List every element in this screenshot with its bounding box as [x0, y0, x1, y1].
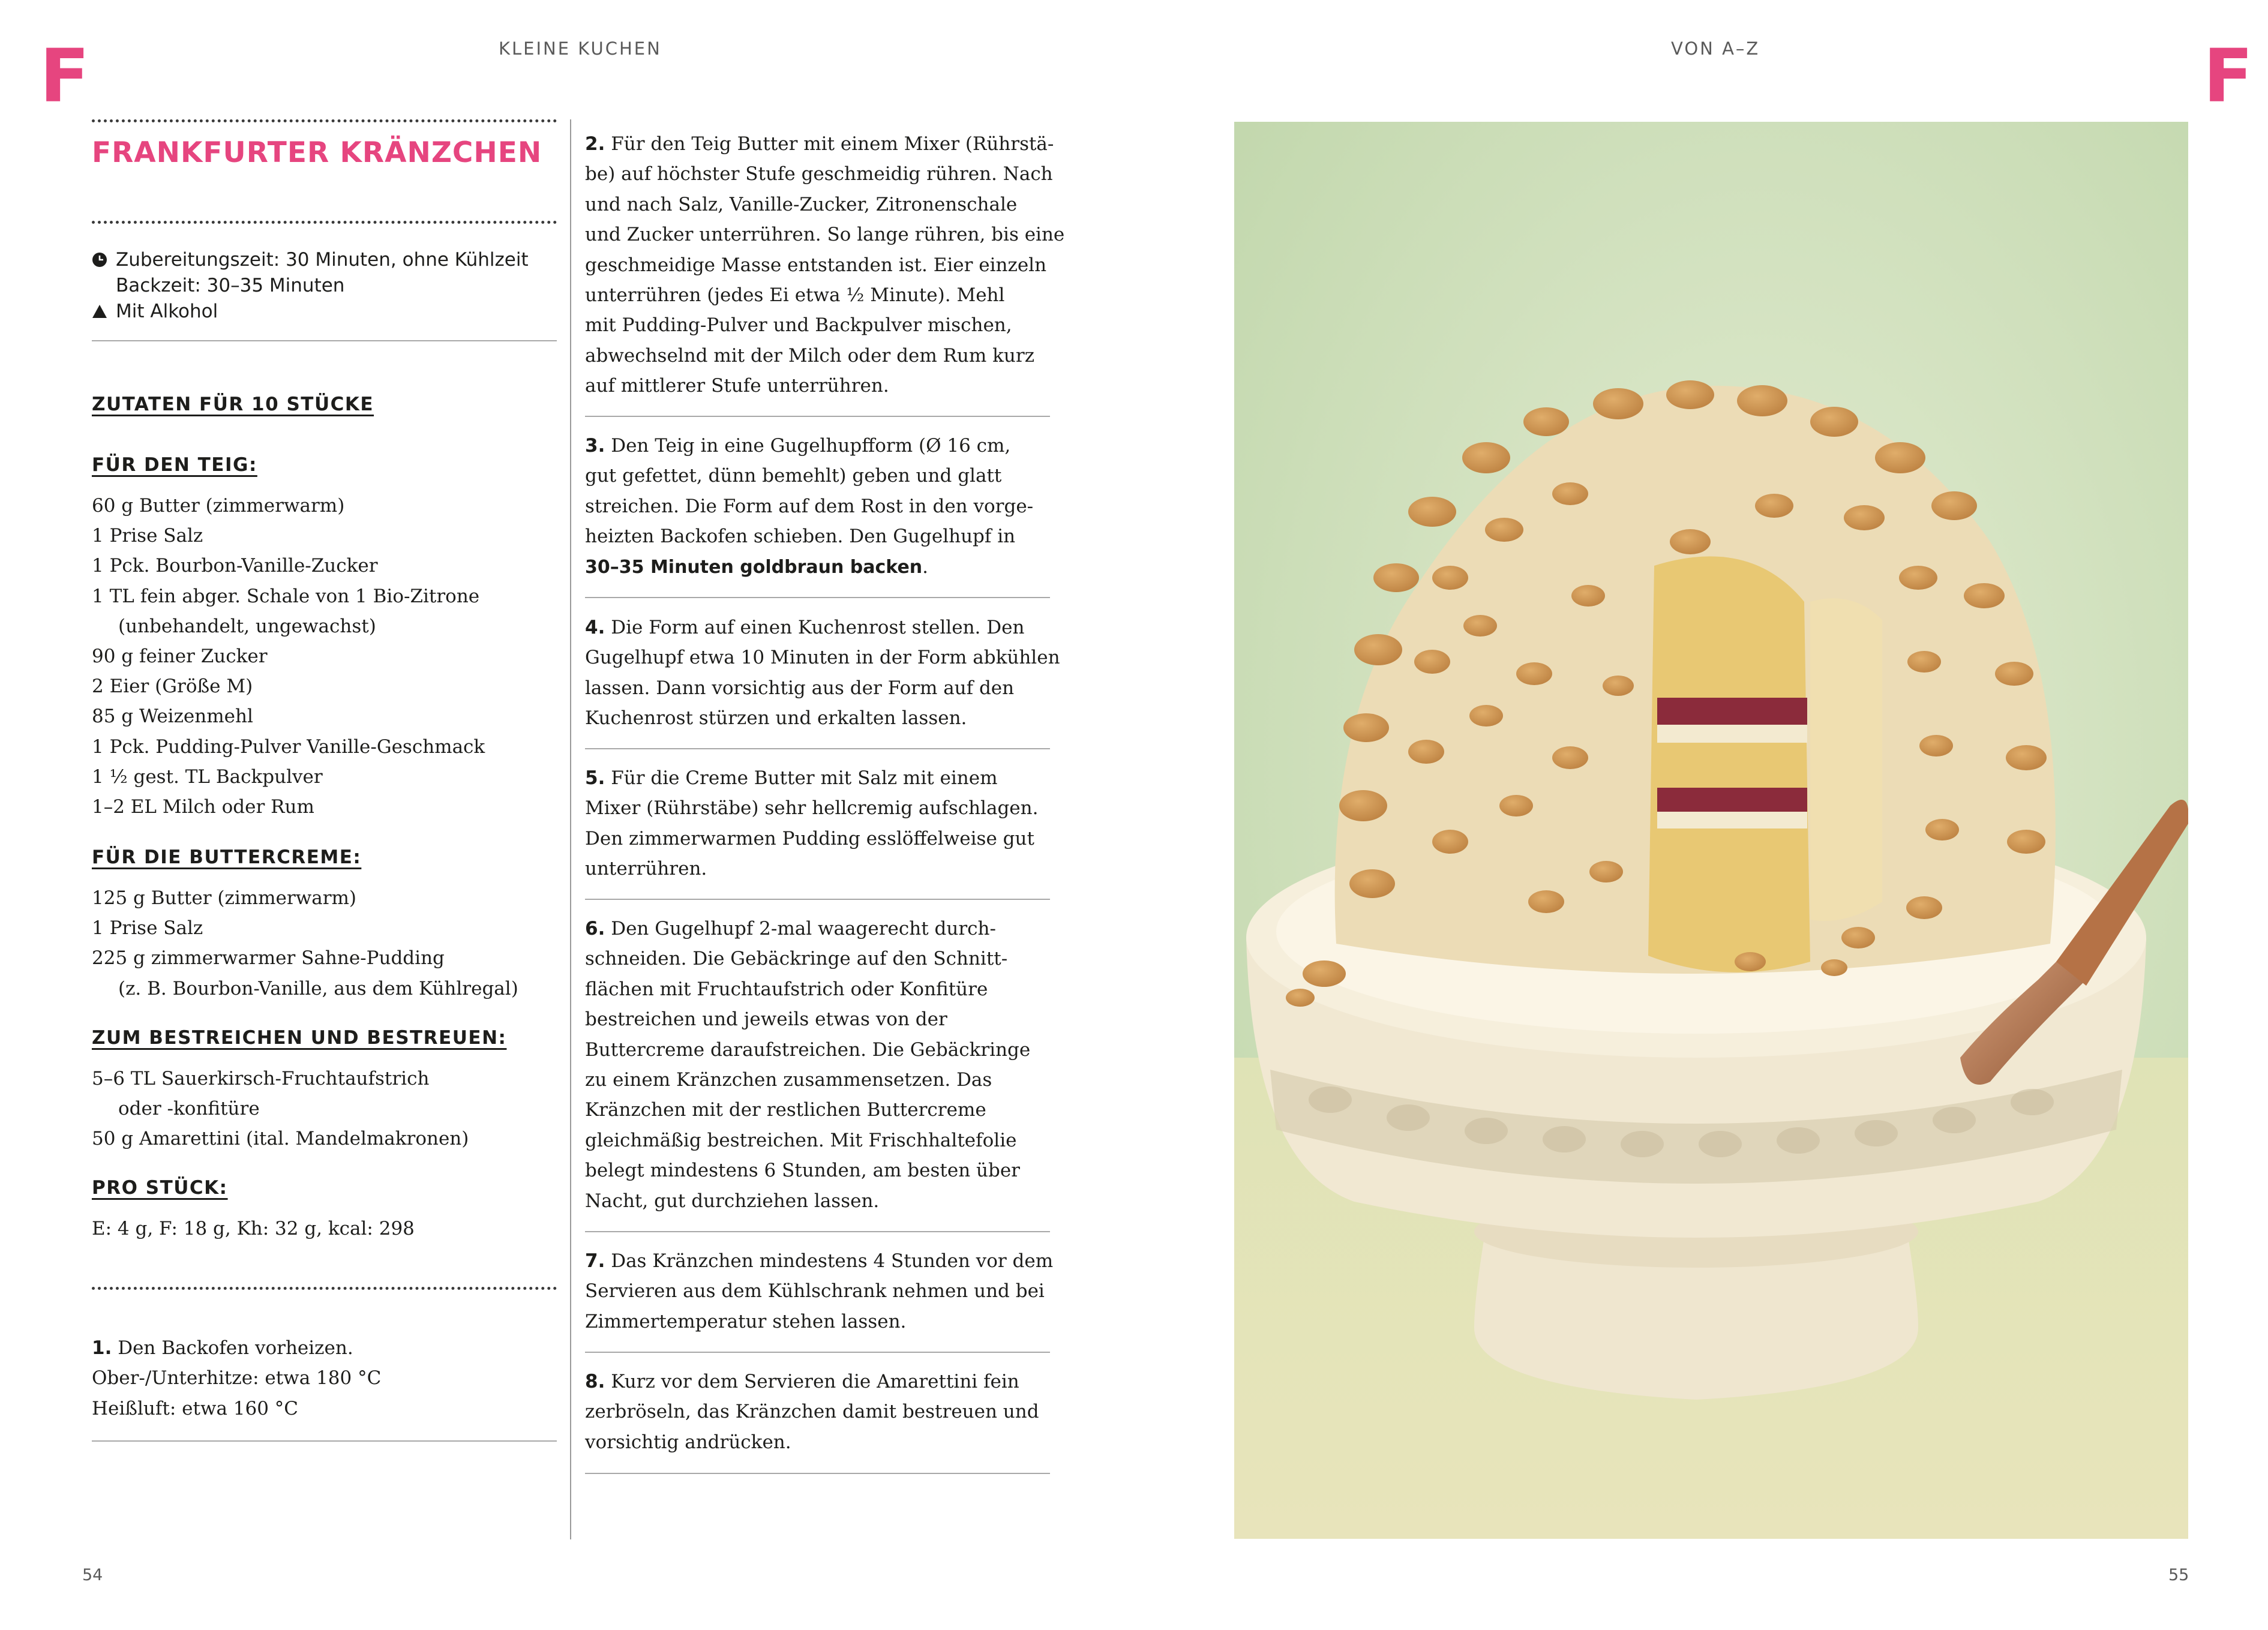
step-line: heizten Backofen schieben. Den Gugelhupf in [585, 526, 1016, 548]
step-rule [585, 597, 1050, 598]
ingredient-line: 90 g feiner Zucker [92, 646, 268, 668]
nutrition [92, 1214, 415, 1244]
ingredient-line: 1 Pck. Pudding-Pulver Vanille-Geschmack [92, 736, 485, 758]
page-number-right: 55 [2168, 1566, 2189, 1584]
ingredient-line: 1 ½ gest. TL Backpulver [92, 766, 323, 788]
bake-time-emphasis: 30–35 Minuten goldbraun backen [585, 556, 923, 578]
dough-ingredients [92, 491, 485, 822]
step-line: geschmeidige Masse entstanden ist. Eier einzeln [585, 254, 1047, 276]
ingredient-line: oder -konfitüre [118, 1098, 260, 1120]
ingredient-line: 2 Eier (Größe M) [92, 676, 253, 698]
section-letter-right: F [2203, 34, 2254, 119]
dough-heading: FÜR DEN TEIG: [92, 454, 257, 476]
ingredient-line: 1 TL fein abger. Schale von 1 Bio-Zitrone [92, 585, 480, 607]
step-6 [585, 914, 1030, 1216]
step-line: Servieren aus dem Kühlschrank nehmen und bei [585, 1280, 1045, 1302]
ingredient-line: 85 g Weizenmehl [92, 706, 253, 728]
step-line: belegt mindestens 6 Stunden, am besten über [585, 1160, 1021, 1182]
ingredient-line: 225 g zimmerwarmer Sahne-Pudding [92, 947, 445, 969]
step-line: Nacht, gut durchziehen lassen. [585, 1190, 880, 1212]
step-line: und nach Salz, Vanille-Zucker, Zitronenschale [585, 193, 1018, 215]
step-rule [585, 748, 1050, 749]
ingredient-line: (z. B. Bourbon-Vanille, aus dem Kühlregal) [118, 977, 518, 999]
step-line: Kuchenrost stürzen und erkalten lassen. [585, 707, 967, 730]
recipe-meta [92, 247, 529, 325]
meta-rule [92, 340, 557, 341]
step-line: und Zucker unterrühren. So lange rühren, bis eine [585, 224, 1065, 246]
steps-dotted-rule [92, 1287, 557, 1290]
step-line: streichen. Die Form auf dem Rost in den vorge- [585, 495, 1034, 517]
step-line: 5. Für die Creme Butter mit Salz mit einem [585, 767, 998, 789]
topping-heading: ZUM BESTREICHEN UND BESTREUEN: [92, 1027, 507, 1049]
step-line: unterrühren (jedes Ei etwa ½ Minute). Mehl [585, 284, 1005, 307]
step-4 [585, 613, 1060, 734]
step-line: 2. Für den Teig Butter mit einem Mixer (Rührstä- [585, 133, 1054, 155]
step-line: 1. Den Backofen vorheizen. [92, 1337, 353, 1359]
step-number: 8. [585, 1371, 605, 1392]
page-number-left: 54 [82, 1566, 103, 1584]
title-bottom-dotted-rule [92, 221, 557, 224]
step-line: be) auf höchster Stufe geschmeidig rühren. Nach [585, 163, 1053, 185]
running-head-right: VON A–Z [1671, 38, 1760, 59]
cake-illustration [1234, 122, 2188, 1539]
ingredient-line: 1 Prise Salz [92, 917, 203, 939]
step-line: abwechselnd mit der Milch oder dem Rum kurz [585, 344, 1035, 367]
step-line: lassen. Dann vorsichtig aus der Form auf den [585, 677, 1015, 699]
step-number: 6. [585, 918, 605, 939]
step-line: bestreichen und jeweils etwas von der [585, 1008, 947, 1031]
step-line: unterrühren. [585, 858, 707, 880]
step-line: 8. Kurz vor dem Servieren die Amarettini fein [585, 1371, 1019, 1392]
step-7 [585, 1246, 1053, 1337]
step-rule [92, 1440, 557, 1442]
prep-time-row [92, 247, 529, 273]
buttercream-ingredients [92, 883, 518, 1004]
step-line: Zimmertemperatur stehen lassen. [585, 1310, 907, 1332]
step-number: 1. [92, 1337, 112, 1359]
step-line: 6. Den Gugelhupf 2-mal waagerecht durch- [585, 918, 996, 939]
step-line: 4. Die Form auf einen Kuchenrost stellen. Den [585, 617, 1025, 638]
step-2 [585, 129, 1064, 401]
ingredient-line: 1 Pck. Bourbon-Vanille-Zucker [92, 555, 378, 577]
ingredient-line: 50 g Amarettini (ital. Mandelmakronen) [92, 1128, 469, 1150]
step-rule [585, 899, 1050, 900]
step-line: vorsichtig andrücken. [585, 1431, 791, 1453]
clock-icon [92, 247, 116, 273]
triangle-icon [92, 299, 116, 325]
bake-time: Backzeit: 30–35 Minuten [116, 275, 345, 296]
alcohol-note: Mit Alkohol [116, 301, 218, 322]
step-line: 7. Das Kränzchen mindestens 4 Stunden vor dem [585, 1250, 1054, 1272]
step-rule [585, 1231, 1050, 1232]
step-line: Gugelhupf etwa 10 Minuten in der Form abkühlen [585, 647, 1060, 669]
step-number: 7. [585, 1250, 605, 1272]
ingredient-line: 1 Prise Salz [92, 525, 203, 547]
step-line: auf mittlerer Stufe unterrühren. [585, 375, 889, 397]
step-line: Ober-/Unterhitze: etwa 180 °C [92, 1367, 382, 1389]
step-line: 30–35 Minuten goldbraun backen. [585, 556, 929, 578]
recipe-title: FRANKFURTER KRÄNZCHEN [92, 136, 542, 169]
column-divider [570, 119, 571, 1539]
step-line: Den zimmerwarmen Pudding esslöffelweise gut [585, 827, 1034, 849]
step-8 [585, 1367, 1039, 1457]
step-number: 4. [585, 617, 605, 638]
step-rule [585, 1352, 1050, 1353]
step-number: 2. [585, 133, 605, 155]
step-line: Buttercreme daraufstreichen. Die Gebäckringe [585, 1038, 1031, 1061]
step-3 [585, 431, 1033, 583]
title-top-dotted-rule [92, 119, 557, 122]
alcohol-row [92, 299, 529, 325]
step-line: zerbröseln, das Kränzchen damit bestreuen und [585, 1401, 1039, 1423]
ingredient-line: 60 g Butter (zimmerwarm) [92, 495, 345, 517]
per-piece-heading: PRO STÜCK: [92, 1177, 228, 1199]
running-head-left: KLEINE KUCHEN [499, 38, 662, 59]
nutrition-line: E: 4 g, F: 18 g, Kh: 32 g, kcal: 298 [92, 1218, 415, 1239]
buttercream-heading: FÜR DIE BUTTERCREME: [92, 846, 362, 868]
step-1 [92, 1333, 381, 1424]
topping-ingredients [92, 1064, 469, 1154]
prep-time: Zubereitungszeit: 30 Minuten, ohne Kühlzeit [116, 249, 529, 271]
step-line: Heißluft: etwa 160 °C [92, 1397, 299, 1419]
cake-photo [1234, 122, 2188, 1539]
step-line: zu einem Kränzchen zusammensetzen. Das [585, 1069, 992, 1091]
ingredient-line: 1–2 EL Milch oder Rum [92, 796, 314, 818]
section-letter-left: F [40, 34, 90, 119]
step-line: Kränzchen mit der restlichen Buttercreme [585, 1099, 986, 1121]
step-line: flächen mit Fruchtaufstrich oder Konfitüre [585, 978, 988, 1000]
ingredient-line: 125 g Butter (zimmerwarm) [92, 887, 357, 909]
ingredients-heading: ZUTATEN FÜR 10 STÜCKE [92, 394, 374, 415]
step-line: mit Pudding-Pulver und Backpulver mischen, [585, 314, 1012, 337]
step-number: 3. [585, 435, 605, 457]
ingredient-line: 5–6 TL Sauerkirsch-Fruchtaufstrich [92, 1068, 430, 1089]
step-line: gleichmäßig bestreichen. Mit Frischhaltefolie [585, 1129, 1017, 1151]
step-rule [585, 1473, 1050, 1474]
ingredient-line: (unbehandelt, ungewachst) [118, 615, 376, 637]
step-line: Mixer (Rührstäbe) sehr hellcremig aufschlagen. [585, 797, 1039, 819]
step-line: schneiden. Die Gebäckringe auf den Schnitt- [585, 948, 1008, 970]
step-rule [585, 416, 1050, 417]
step-number: 5. [585, 767, 605, 789]
step-line: 3. Den Teig in eine Gugelhupfform (Ø 16 cm, [585, 435, 1011, 457]
step-5 [585, 763, 1038, 884]
step-line: gut gefettet, dünn bemehlt) geben und glatt [585, 465, 1002, 487]
